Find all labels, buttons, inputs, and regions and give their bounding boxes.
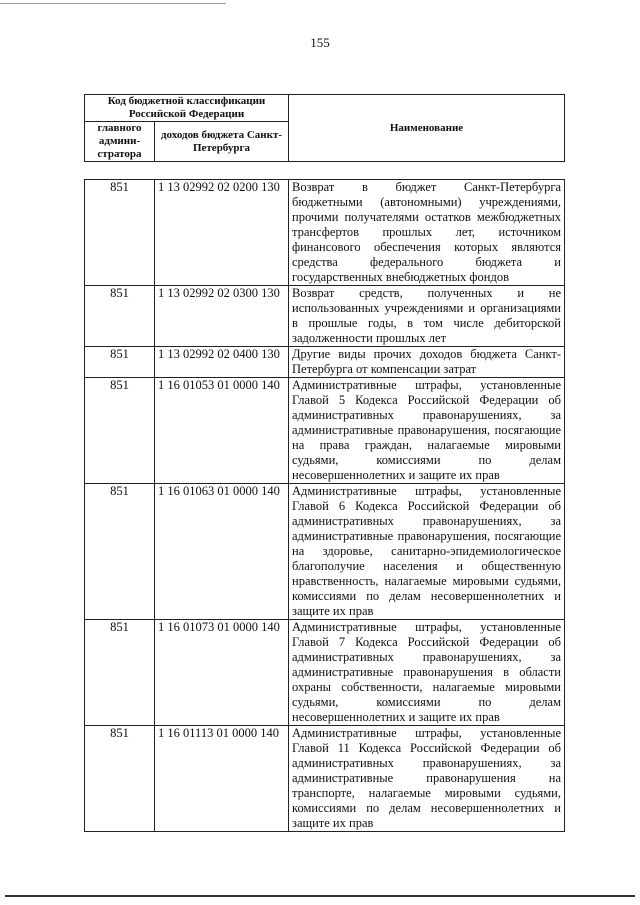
income-code: 1 16 01073 01 0000 140 [155,620,289,726]
admin-code: 851 [85,378,155,484]
admin-code: 851 [85,726,155,832]
classification-table [84,179,565,832]
table-header [84,94,565,162]
income-code: 1 16 01053 01 0000 140 [155,378,289,484]
page-number: 155 [310,35,330,50]
item-name: Административные штрафы, установленные Главой 11 Кодекса Российской Федерации об административных правонарушениях, за административные правонарушения на транспорте, налагаемые мировыми судьями, комиссиями по делам несовершеннолетних и защите их прав [289,726,565,832]
income-code: 1 16 01113 01 0000 140 [155,726,289,832]
item-name: Административные штрафы, установленные Главой 7 Кодекса Российской Федерации об административных правонарушениях, за административные правонарушения в области охраны собственности, налагаемые мировыми судьями, комиссиями по делам несовершеннолетних и защите их прав [289,620,565,726]
admin-code: 851 [85,347,155,378]
top-rule [0,3,226,4]
admin-code: 851 [85,286,155,347]
header-admin: главного админи-стратора [85,122,155,162]
table-row [85,286,565,347]
table-row [85,378,565,484]
table-row [85,484,565,620]
admin-code: 851 [85,484,155,620]
item-name: Административные штрафы, установленные Главой 6 Кодекса Российской Федерации об административных правонарушениях, за административные правонарушения, посягающие на здоровье, санитарно-эпидемиологическое благополучие населения и общественную нравственность, налагаемые мировыми судьями, комиссиями по делам несовершеннолетних и защите их прав [289,484,565,620]
item-name: Возврат в бюджет Санкт-Петербурга бюджетными (автономными) учреждениями, прочими получателями остатков межбюджетных трансфертов прошлых лет, источником финансового обеспечения которых являются средства федерального бюджета и государственных внебюджетных фондов [289,180,565,286]
table-row [85,180,565,286]
table-row [85,347,565,378]
item-name: Возврат средств, полученных и не использованных учреждениями и организациями в прошлые годы, в том числе дебиторской задолженности прошлых лет [289,286,565,347]
header-income: доходов бюджета Санкт-Петербурга [155,122,289,162]
income-code: 1 16 01063 01 0000 140 [155,484,289,620]
income-code: 1 13 02992 02 0300 130 [155,286,289,347]
table-row [85,620,565,726]
bottom-rule [5,895,635,897]
admin-code: 851 [85,180,155,286]
item-name: Административные штрафы, установленные Главой 5 Кодекса Российской Федерации об административных правонарушениях, за административные правонарушения, посягающие на права граждан, налагаемые мировыми судьями, комиссиями по делам несовершеннолетних и защите их прав [289,378,565,484]
header-group-title: Код бюджетной классификации Российской Федерации [85,95,289,122]
income-code: 1 13 02992 02 0200 130 [155,180,289,286]
header-name: Наименование [289,95,565,162]
income-code: 1 13 02992 02 0400 130 [155,347,289,378]
item-name: Другие виды прочих доходов бюджета Санкт-Петербурга от компенсации затрат [289,347,565,378]
admin-code: 851 [85,620,155,726]
table-row [85,726,565,832]
